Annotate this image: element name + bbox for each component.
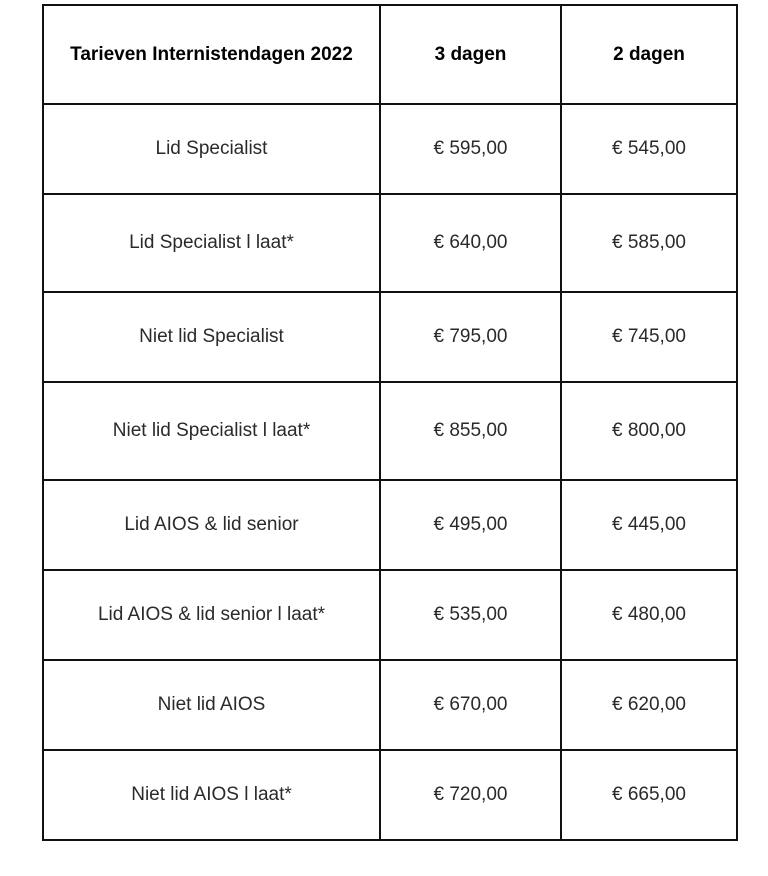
price-2-days: € 545,00 — [561, 104, 737, 194]
table-row — [43, 194, 737, 292]
price-2-days: € 585,00 — [561, 194, 737, 292]
price-2-days: € 620,00 — [561, 660, 737, 750]
price-2-days: € 445,00 — [561, 480, 737, 570]
row-label: Niet lid Specialist l laat* — [43, 382, 380, 480]
price-3-days: € 855,00 — [380, 382, 561, 480]
price-3-days: € 595,00 — [380, 104, 561, 194]
price-3-days: € 670,00 — [380, 660, 561, 750]
price-2-days: € 665,00 — [561, 750, 737, 840]
table-row — [43, 382, 737, 480]
table-row — [43, 480, 737, 570]
row-label: Niet lid Specialist — [43, 292, 380, 382]
price-2-days: € 800,00 — [561, 382, 737, 480]
price-3-days: € 535,00 — [380, 570, 561, 660]
price-2-days: € 480,00 — [561, 570, 737, 660]
table-header-row — [43, 5, 737, 104]
row-label: Niet lid AIOS — [43, 660, 380, 750]
row-label: Lid AIOS & lid senior — [43, 480, 380, 570]
rates-table — [42, 4, 738, 841]
row-label: Lid Specialist — [43, 104, 380, 194]
price-2-days: € 745,00 — [561, 292, 737, 382]
row-label: Lid Specialist l laat* — [43, 194, 380, 292]
table-row — [43, 750, 737, 840]
header-3-days: 3 dagen — [380, 5, 561, 104]
table-row — [43, 660, 737, 750]
row-label: Lid AIOS & lid senior l laat* — [43, 570, 380, 660]
price-3-days: € 495,00 — [380, 480, 561, 570]
table-row — [43, 570, 737, 660]
row-label: Niet lid AIOS l laat* — [43, 750, 380, 840]
header-title: Tarieven Internistendagen 2022 — [43, 5, 380, 104]
table-row — [43, 104, 737, 194]
table-row — [43, 292, 737, 382]
header-2-days: 2 dagen — [561, 5, 737, 104]
price-3-days: € 720,00 — [380, 750, 561, 840]
price-3-days: € 640,00 — [380, 194, 561, 292]
price-3-days: € 795,00 — [380, 292, 561, 382]
